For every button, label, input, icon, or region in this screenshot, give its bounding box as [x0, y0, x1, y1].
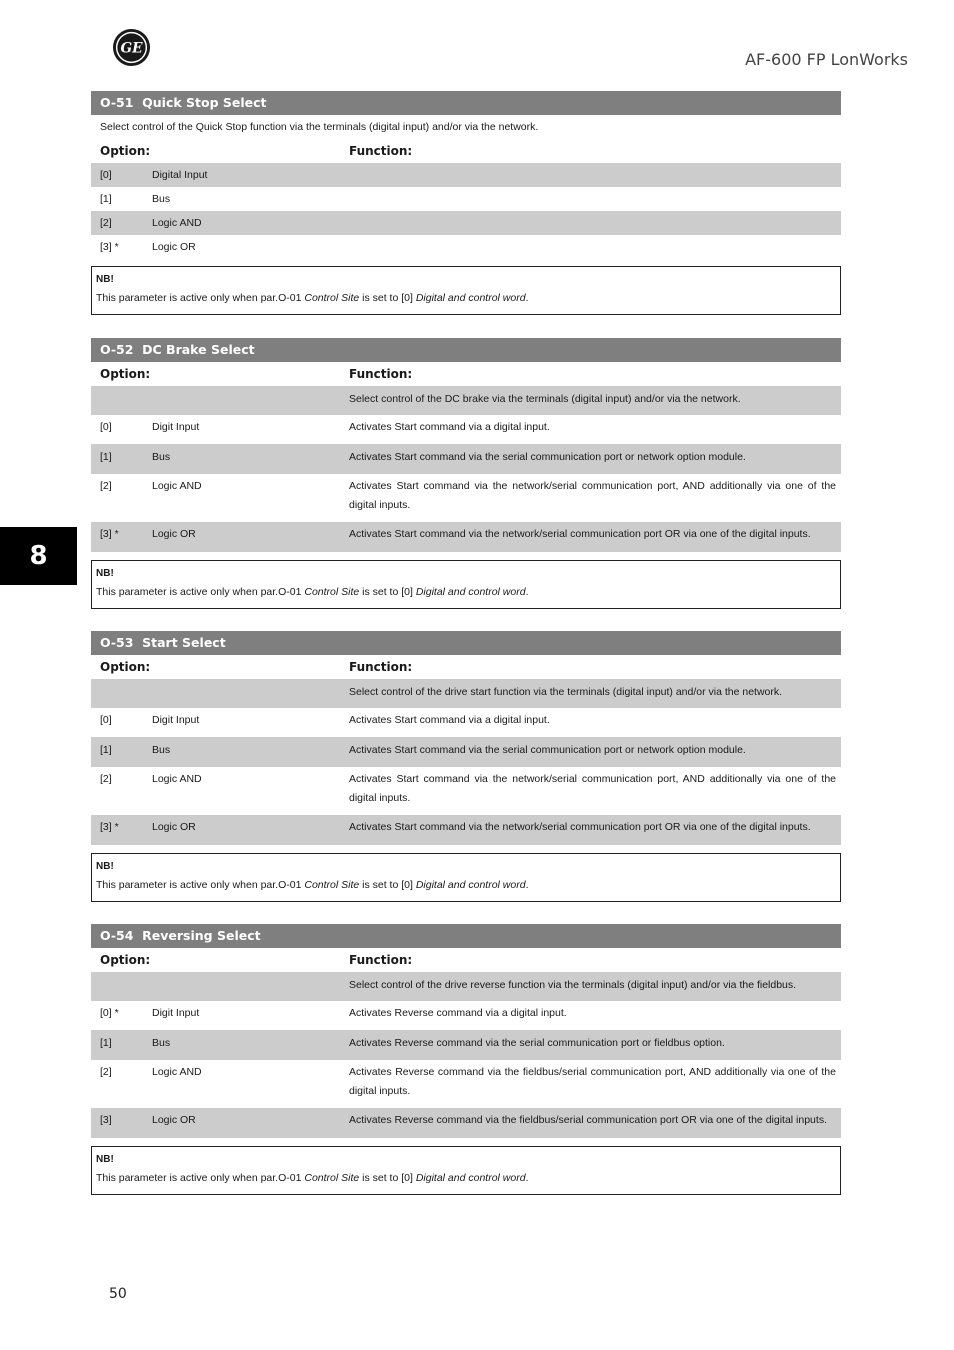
table-row — [91, 1001, 841, 1030]
note-box — [91, 560, 841, 609]
note-box — [91, 853, 841, 902]
table-row — [91, 522, 841, 552]
option-name: Bus — [152, 744, 171, 756]
option-name: Logic AND — [152, 216, 202, 229]
option-name: Logic OR — [152, 240, 196, 253]
option-function: Activates Start command via the serial communication port or network option module. — [349, 744, 746, 756]
note-text: This parameter is active only when par.O-01 Control Site is set to [0] Digital and control word. — [96, 292, 529, 304]
option-name: Bus — [152, 192, 171, 205]
option-code: [1] — [100, 744, 112, 756]
option-name: Logic OR — [152, 1114, 196, 1126]
option-header: Option: — [100, 953, 151, 967]
option-name: Bus — [152, 451, 171, 463]
section-description: Select control of the Quick Stop function via the terminals (digital input) and/or via the network. — [100, 121, 539, 133]
option-code: [0] — [100, 168, 112, 181]
table-row — [91, 163, 841, 187]
column-headers — [91, 139, 841, 163]
option-function: Activates Start command via a digital input. — [349, 421, 550, 433]
column-headers — [91, 948, 841, 972]
table-row — [91, 386, 841, 415]
option-name: Logic AND — [152, 1066, 202, 1078]
section-o52 — [91, 338, 841, 552]
table-row — [91, 415, 841, 444]
option-header: Option: — [100, 367, 151, 381]
note-label: NB! — [96, 568, 114, 579]
option-function: Activates Start command via the network/serial communication port OR via one of the digital inputs. — [349, 821, 811, 833]
option-function: Activates Start command via a digital input. — [349, 714, 550, 726]
note-box — [91, 1146, 841, 1195]
table-row — [91, 708, 841, 737]
table-row — [91, 1108, 841, 1138]
note-text: This parameter is active only when par.O-01 Control Site is set to [0] Digital and control word. — [96, 879, 529, 891]
option-code: [3] — [100, 1114, 112, 1126]
option-function: Activates Start command via the network/serial communication port OR via one of the digital inputs. — [349, 528, 811, 540]
table-row — [91, 235, 841, 259]
option-code: [1] — [100, 451, 112, 463]
option-name: Logic OR — [152, 821, 196, 833]
section-title: O-51 Quick Stop Select — [91, 91, 841, 115]
option-code: [2] — [100, 480, 112, 492]
note-label: NB! — [96, 274, 114, 285]
column-headers — [91, 362, 841, 386]
option-name: Logic AND — [152, 773, 202, 785]
option-function: Activates Reverse command via the fieldbus/serial communication port OR via one of the digital inputs. — [349, 1114, 827, 1126]
section-title: O-53 Start Select — [91, 631, 841, 655]
option-function: Activates Reverse command via the serial communication port or fieldbus option. — [349, 1037, 725, 1049]
table-row — [91, 444, 841, 474]
option-function: Activates Reverse command via the fieldbus/serial communication port, AND additionally via one of the digital inputs. — [349, 1066, 836, 1097]
option-code: [2] — [100, 1066, 112, 1078]
table-row — [91, 767, 841, 815]
function-header: Function: — [349, 660, 413, 674]
table-row — [91, 187, 841, 211]
chapter-tab: 8 — [0, 527, 77, 585]
note-label: NB! — [96, 1154, 114, 1165]
table-row — [91, 679, 841, 708]
section-description: Select control of the drive start function via the terminals (digital input) and/or via the network. — [349, 686, 783, 698]
option-function: Activates Start command via the network/serial communication port, AND additionally via one of the digital inputs. — [349, 480, 836, 511]
option-code: [0] * — [100, 1007, 119, 1019]
ge-logo-icon — [112, 28, 151, 67]
option-code: [1] — [100, 1037, 112, 1049]
table-row — [91, 972, 841, 1001]
option-code: [3] * — [100, 240, 119, 253]
option-name: Logic OR — [152, 528, 196, 540]
table-row — [91, 211, 841, 235]
function-header: Function: — [349, 953, 413, 967]
option-name: Digit Input — [152, 421, 200, 433]
section-o54 — [91, 924, 841, 1138]
table-row — [91, 474, 841, 522]
option-header: Option: — [100, 144, 151, 158]
note-box — [91, 266, 841, 315]
option-name: Logic AND — [152, 480, 202, 492]
option-name: Digital Input — [152, 168, 208, 181]
option-header: Option: — [100, 660, 151, 674]
page-number: 50 — [109, 1286, 127, 1302]
logo-text: GE — [120, 40, 143, 57]
section-o51 — [91, 91, 841, 259]
section-title: O-52 DC Brake Select — [91, 338, 841, 362]
document-title: AF-600 FP LonWorks — [745, 50, 908, 69]
note-label: NB! — [96, 861, 114, 872]
option-code: [2] — [100, 773, 112, 785]
option-name: Bus — [152, 1037, 171, 1049]
option-code: [2] — [100, 216, 112, 229]
option-name: Digit Input — [152, 714, 200, 726]
note-text: This parameter is active only when par.O-01 Control Site is set to [0] Digital and control word. — [96, 586, 529, 598]
option-name: Digit Input — [152, 1007, 200, 1019]
option-code: [3] * — [100, 528, 119, 540]
note-text: This parameter is active only when par.O-01 Control Site is set to [0] Digital and control word. — [96, 1172, 529, 1184]
table-row — [91, 815, 841, 845]
option-function: Activates Start command via the serial communication port or network option module. — [349, 451, 746, 463]
section-o53 — [91, 631, 841, 845]
function-header: Function: — [349, 144, 413, 158]
option-code: [0] — [100, 421, 112, 433]
table-row — [91, 1060, 841, 1108]
option-code: [1] — [100, 192, 112, 205]
option-function: Activates Reverse command via a digital input. — [349, 1007, 567, 1019]
function-header: Function: — [349, 367, 413, 381]
section-description: Select control of the drive reverse function via the terminals (digital input) and/or via the fieldbus. — [349, 979, 797, 991]
section-description: Select control of the DC brake via the terminals (digital input) and/or via the network. — [349, 393, 741, 405]
section-title: O-54 Reversing Select — [91, 924, 841, 948]
table-row — [91, 1030, 841, 1060]
option-function: Activates Start command via the network/serial communication port, AND additionally via one of the digital inputs. — [349, 773, 836, 804]
option-code: [0] — [100, 714, 112, 726]
column-headers — [91, 655, 841, 679]
table-row — [91, 737, 841, 767]
option-code: [3] * — [100, 821, 119, 833]
